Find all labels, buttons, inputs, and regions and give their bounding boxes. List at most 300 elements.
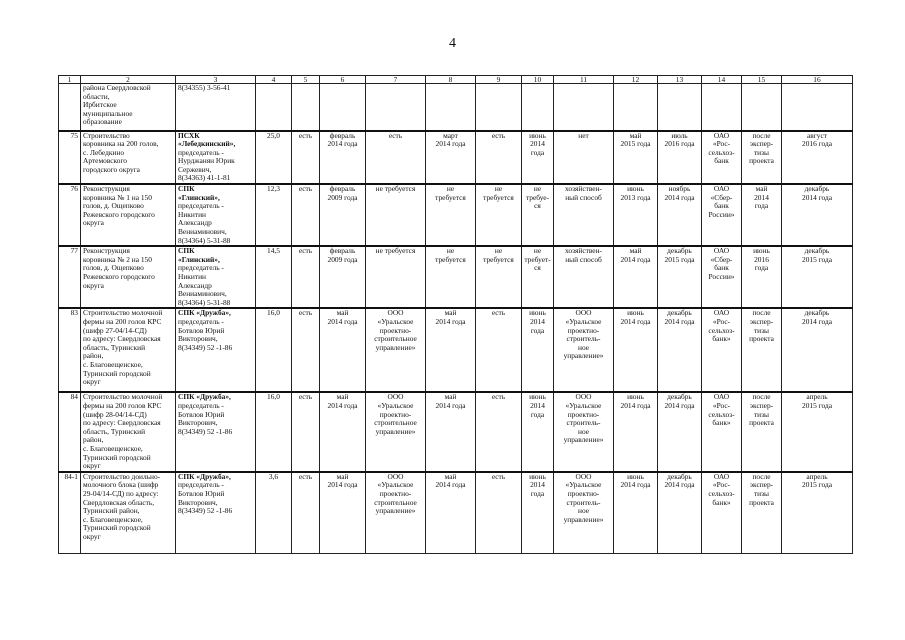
row-number-cell bbox=[59, 184, 81, 246]
cell-text: ОАО bbox=[713, 471, 730, 481]
cell-text: 2014 года bbox=[327, 480, 358, 490]
cell-text: 8(34364) 5-31-88 bbox=[178, 297, 231, 307]
table-cell bbox=[476, 472, 522, 554]
cell-text: коровника на 200 голов, bbox=[83, 139, 159, 149]
cell-text: ный способ bbox=[565, 254, 602, 264]
cell-text: декабрь bbox=[667, 392, 692, 402]
cell-text: Нурджанян Юрик bbox=[178, 156, 235, 166]
table-cell bbox=[320, 308, 366, 392]
column-number-cell: 8 bbox=[426, 76, 476, 84]
cell-text: Свердловская область, bbox=[83, 497, 155, 507]
table-cell bbox=[614, 131, 658, 185]
table-cell bbox=[366, 308, 426, 392]
cell-text: молочного блока (шифр bbox=[83, 480, 159, 490]
column-number-cell: 2 bbox=[81, 76, 176, 84]
cell-text: не bbox=[533, 184, 542, 194]
cell-text: проекта bbox=[749, 334, 774, 344]
cell-text: проектно- bbox=[567, 409, 600, 419]
cell-text: ПСХК bbox=[178, 130, 200, 140]
cell-text: 2014 года bbox=[327, 316, 358, 326]
cell-text: Туринский городской bbox=[83, 452, 151, 462]
cell-text: тизы bbox=[753, 488, 770, 498]
cell-text: 2014 года bbox=[435, 139, 466, 149]
table-cell bbox=[658, 184, 702, 246]
row-number-cell bbox=[59, 131, 81, 185]
cell-text: Артемовского bbox=[83, 156, 127, 166]
cell-text: проектно- bbox=[379, 488, 412, 498]
table-cell bbox=[292, 131, 320, 185]
cell-text: коровника № 2 на 150 bbox=[83, 254, 152, 264]
cell-text: февраль bbox=[329, 130, 356, 140]
cell-text: требует- bbox=[524, 254, 551, 264]
cell-text: экспер- bbox=[749, 139, 774, 149]
cell-text: «Уральское bbox=[377, 316, 414, 326]
column-number-row bbox=[59, 76, 853, 84]
cell-text: 14,5 bbox=[267, 246, 280, 256]
cell-text: ООО bbox=[387, 471, 404, 481]
table-cell bbox=[256, 84, 292, 131]
object-name-cell bbox=[81, 131, 176, 185]
table-cell bbox=[554, 84, 614, 131]
cell-text: Вениаминович, bbox=[178, 227, 227, 237]
table-cell bbox=[702, 246, 742, 308]
cell-text: июнь bbox=[529, 471, 546, 481]
cell-text: требуется bbox=[435, 254, 466, 264]
cell-text: председатель - bbox=[178, 400, 224, 410]
cell-text: 2014 года bbox=[435, 400, 466, 410]
cell-text: «Уральское bbox=[377, 400, 414, 410]
cell-text: сельхоз- bbox=[708, 147, 735, 157]
cell-text: «Глинский», bbox=[178, 254, 220, 264]
cell-text: декабрь bbox=[804, 308, 830, 318]
cell-text: года bbox=[530, 488, 545, 498]
object-name-cell bbox=[81, 184, 176, 246]
cell-text: 8(34349) 52 -1-86 bbox=[178, 506, 233, 516]
cell-text: есть bbox=[491, 130, 506, 140]
cell-text: (шифр 28-04/14-СД) bbox=[83, 409, 147, 419]
cell-text: тизы bbox=[753, 325, 770, 335]
table-cell bbox=[366, 184, 426, 246]
cell-text: по адресу: Свердловская bbox=[83, 334, 161, 344]
cell-text: декабрь bbox=[667, 471, 692, 481]
cell-text: СПК «Дружба», bbox=[178, 471, 231, 481]
table-cell bbox=[426, 308, 476, 392]
cell-text: требуется bbox=[483, 192, 514, 202]
column-number-cell: 10 bbox=[522, 76, 554, 84]
cell-text: 2014 bbox=[754, 192, 769, 202]
cell-text: хозяйствен- bbox=[564, 246, 603, 256]
cell-text: района Свердловской bbox=[83, 83, 151, 92]
cell-text: июнь bbox=[627, 471, 644, 481]
cell-text: не bbox=[494, 184, 503, 194]
cell-text: не требуется bbox=[375, 184, 416, 194]
table-cell bbox=[522, 184, 554, 246]
cell-text: Викторович, bbox=[178, 418, 218, 428]
column-number-cell: 9 bbox=[476, 76, 522, 84]
cell-text: проектно- bbox=[379, 325, 412, 335]
cell-text: 2014 года bbox=[327, 139, 358, 149]
table-cell bbox=[292, 308, 320, 392]
cell-text: муниципальное bbox=[83, 108, 133, 118]
cell-text: июнь bbox=[753, 246, 770, 256]
cell-text: Ботвлов Юрий bbox=[178, 488, 225, 498]
cell-text: район, bbox=[83, 351, 104, 361]
cell-text: 2015 года bbox=[620, 139, 651, 149]
cell-text: округа bbox=[83, 280, 104, 290]
table-cell bbox=[658, 246, 702, 308]
cell-text: ОАО bbox=[713, 246, 730, 256]
cell-text: сельхоз- bbox=[708, 488, 735, 498]
cell-text: коровника № 1 на 150 bbox=[83, 192, 152, 202]
cell-text: «Рос- bbox=[712, 139, 731, 149]
cell-text: май bbox=[444, 392, 457, 402]
table-cell bbox=[426, 131, 476, 185]
cell-text: 29-04/14-СД) по адресу: bbox=[83, 488, 159, 498]
table-cell bbox=[702, 184, 742, 246]
cell-text: «Лебедкинский», bbox=[178, 139, 236, 149]
table-row bbox=[59, 246, 853, 308]
column-number-cell: 4 bbox=[256, 76, 292, 84]
table-row bbox=[59, 472, 853, 554]
cell-text: апрель bbox=[806, 392, 828, 402]
cell-text: 2015 года bbox=[802, 400, 832, 410]
cell-text: Строительство молочной bbox=[83, 392, 163, 402]
cell-text: с. Лебедкино bbox=[83, 147, 125, 157]
table-cell bbox=[614, 308, 658, 392]
column-number-cell: 6 bbox=[320, 76, 366, 84]
table-cell bbox=[702, 308, 742, 392]
column-number-cell: 11 bbox=[554, 76, 614, 84]
table-cell bbox=[256, 308, 292, 392]
cell-text: 2014 года bbox=[802, 316, 832, 326]
cell-text: (шифр 27-04/14-СД) bbox=[83, 325, 147, 335]
cell-text: не bbox=[494, 246, 503, 256]
cell-text: банк bbox=[714, 263, 729, 273]
cell-text: район, bbox=[83, 435, 104, 445]
object-name-cell bbox=[81, 308, 176, 392]
cell-text: проекта bbox=[749, 497, 774, 507]
cell-text: требуется bbox=[483, 254, 514, 264]
cell-text: России» bbox=[708, 272, 735, 281]
table-cell bbox=[292, 246, 320, 308]
object-name-cell bbox=[81, 246, 176, 308]
cell-text: 2014 года bbox=[620, 480, 651, 490]
table-cell bbox=[742, 392, 782, 471]
cell-text: года bbox=[530, 147, 545, 157]
cell-text: 2014 bbox=[530, 400, 545, 410]
table-cell bbox=[320, 131, 366, 185]
cell-text: 2014 года bbox=[664, 400, 695, 410]
cell-text: СПК bbox=[178, 246, 195, 256]
cell-text: не bbox=[446, 246, 455, 256]
cell-text: Режевского городского bbox=[83, 209, 155, 219]
table-cell bbox=[554, 184, 614, 246]
cell-text: Строительство доильно- bbox=[83, 471, 161, 481]
table-cell bbox=[292, 184, 320, 246]
cell-text: России» bbox=[708, 209, 735, 219]
cell-text: управление» bbox=[563, 514, 604, 524]
cell-text: ОАО bbox=[713, 392, 730, 402]
cell-text: апрель bbox=[806, 471, 828, 481]
cell-text: управление» bbox=[375, 342, 416, 352]
cell-text: ООО bbox=[575, 392, 592, 402]
cell-text: «Рос- bbox=[712, 480, 731, 490]
cell-text: председатель - bbox=[178, 147, 224, 157]
cell-text: 2014 года bbox=[664, 480, 695, 490]
cell-text: округа bbox=[83, 218, 104, 228]
table-cell bbox=[320, 246, 366, 308]
column-number-cell: 7 bbox=[366, 76, 426, 84]
cell-text: 2013 года bbox=[620, 192, 651, 202]
cell-text: 16,0 bbox=[267, 308, 280, 318]
cell-text: городского округа bbox=[83, 164, 140, 174]
cell-text: Реконструкция bbox=[83, 184, 130, 194]
cell-text: управление» bbox=[375, 426, 416, 436]
table-cell bbox=[426, 84, 476, 131]
table-cell bbox=[522, 131, 554, 185]
cell-text: ся bbox=[534, 263, 541, 273]
cell-text: есть bbox=[298, 130, 313, 140]
cell-text: не bbox=[533, 246, 542, 256]
cell-text: есть bbox=[491, 308, 506, 318]
cell-text: 8(34349) 52 -1-86 bbox=[178, 426, 233, 436]
cell-text: после bbox=[752, 392, 771, 402]
row-number-cell bbox=[59, 392, 81, 471]
table-row bbox=[59, 308, 853, 392]
table-cell bbox=[366, 246, 426, 308]
table-cell bbox=[476, 84, 522, 131]
cell-text: председатель - bbox=[178, 263, 224, 273]
table-cell bbox=[366, 472, 426, 554]
table-cell bbox=[476, 392, 522, 471]
table-cell bbox=[292, 392, 320, 471]
table-cell bbox=[320, 392, 366, 471]
table-row bbox=[59, 392, 853, 471]
cell-text: 2009 года bbox=[327, 254, 358, 264]
cell-text: строитель- bbox=[566, 497, 601, 507]
cell-text: ОАО bbox=[713, 130, 730, 140]
cell-text: Туринский городской bbox=[83, 523, 151, 533]
cell-text: тизы bbox=[753, 409, 770, 419]
column-number-cell: 16 bbox=[782, 76, 853, 84]
table-cell bbox=[476, 184, 522, 246]
table-cell bbox=[658, 472, 702, 554]
row-number-cell bbox=[59, 84, 81, 131]
table-cell bbox=[366, 131, 426, 185]
table-cell bbox=[782, 472, 853, 554]
cell-text: «Рос- bbox=[712, 316, 731, 326]
table-cell bbox=[742, 184, 782, 246]
cell-text: голов, д. Ощепково bbox=[83, 263, 144, 273]
cell-text: «Уральское bbox=[565, 400, 602, 410]
cell-text: 84-1 bbox=[64, 471, 78, 481]
table-cell bbox=[426, 392, 476, 471]
cell-text: 8(34363) 41-1-81 bbox=[178, 173, 231, 183]
cell-text: проектно- bbox=[379, 409, 412, 419]
cell-text: «Уральское bbox=[565, 480, 602, 490]
cell-text: Вениаминович, bbox=[178, 289, 227, 299]
cell-text: май bbox=[755, 184, 768, 194]
cell-text: 75 bbox=[70, 130, 78, 140]
cell-text: есть bbox=[388, 130, 403, 140]
cell-text: банк» bbox=[712, 334, 731, 344]
table-cell bbox=[476, 131, 522, 185]
table-cell bbox=[366, 392, 426, 471]
cell-text: строительное bbox=[374, 418, 417, 428]
table-cell bbox=[554, 246, 614, 308]
object-name-cell bbox=[81, 392, 176, 471]
cell-text: 2016 года bbox=[802, 139, 832, 149]
cell-text: июнь bbox=[627, 308, 644, 318]
cell-text: 2014 года bbox=[620, 400, 651, 410]
cell-text: ся bbox=[534, 201, 541, 211]
cell-text: фермы на 200 голов КРС bbox=[83, 316, 162, 326]
cell-text: строительное bbox=[374, 334, 417, 344]
cell-text: ное bbox=[577, 506, 590, 516]
column-number-cell: 13 bbox=[658, 76, 702, 84]
cell-text: 16,0 bbox=[267, 392, 280, 402]
table-cell bbox=[742, 84, 782, 131]
cell-text: область, Туринский bbox=[83, 426, 146, 436]
table-cell bbox=[426, 472, 476, 554]
cell-text: банк bbox=[714, 156, 729, 166]
cell-text: июнь bbox=[627, 392, 644, 402]
table-cell bbox=[782, 84, 853, 131]
cell-text: Реконструкция bbox=[83, 246, 130, 256]
cell-text: «Сбер- bbox=[710, 254, 733, 264]
cell-text: тизы bbox=[753, 147, 770, 157]
table-cell bbox=[658, 392, 702, 471]
cell-text: банк» bbox=[712, 418, 731, 428]
table-cell bbox=[782, 392, 853, 471]
cell-text: 83 bbox=[70, 308, 78, 318]
cell-text: Ботвлов Юрий bbox=[178, 409, 225, 419]
cell-text: управление» bbox=[563, 435, 604, 445]
table-cell bbox=[782, 308, 853, 392]
table-cell bbox=[614, 392, 658, 471]
cell-text: округ bbox=[83, 531, 101, 541]
cell-text: проектно- bbox=[567, 325, 600, 335]
page-number: 4 bbox=[449, 36, 456, 51]
cell-text: ное bbox=[577, 426, 590, 436]
cell-text: после bbox=[752, 308, 771, 318]
cell-text: проекта bbox=[749, 156, 774, 166]
cell-text: с. Благовещенское, bbox=[83, 359, 143, 369]
cell-text: май bbox=[336, 308, 349, 318]
table-cell bbox=[522, 246, 554, 308]
column-number-cell: 5 bbox=[292, 76, 320, 84]
cell-text: 2014 года bbox=[802, 192, 832, 202]
table-cell bbox=[554, 308, 614, 392]
cell-text: август bbox=[806, 130, 827, 140]
cell-text: июнь bbox=[529, 308, 546, 318]
cell-text: Сержевич, bbox=[178, 164, 212, 174]
table-cell bbox=[614, 246, 658, 308]
column-number-cell: 14 bbox=[702, 76, 742, 84]
table-cell bbox=[742, 472, 782, 554]
cell-text: май bbox=[629, 130, 642, 140]
column-number-cell: 12 bbox=[614, 76, 658, 84]
cell-text: требуе- bbox=[525, 192, 550, 202]
cell-text: Строительство bbox=[83, 130, 130, 140]
cell-text: 8(34349) 52 -1-86 bbox=[178, 342, 233, 352]
cell-text: Режевского городского bbox=[83, 272, 155, 281]
cell-text: есть bbox=[298, 471, 313, 481]
cell-text: СПК «Дружба», bbox=[178, 308, 231, 318]
cell-text: строитель- bbox=[566, 418, 601, 428]
cell-text: есть bbox=[298, 246, 313, 256]
table-cell bbox=[782, 131, 853, 185]
table-cell bbox=[320, 184, 366, 246]
table-cell bbox=[742, 131, 782, 185]
cell-text: 12,3 bbox=[267, 184, 280, 194]
cell-text: июль bbox=[671, 130, 688, 140]
cell-text: 2014 bbox=[530, 316, 545, 326]
cell-text: ООО bbox=[387, 308, 404, 318]
cell-text: ОАО bbox=[713, 184, 730, 194]
cell-text: экспер- bbox=[749, 316, 774, 326]
cell-text: 2014 года bbox=[327, 400, 358, 410]
table-cell bbox=[658, 308, 702, 392]
row-number-cell bbox=[59, 308, 81, 392]
cell-text: «Глинский», bbox=[178, 192, 220, 202]
cell-text: область, Туринский bbox=[83, 342, 146, 352]
cell-text: 77 bbox=[70, 246, 78, 256]
cell-text: образование bbox=[83, 117, 122, 127]
cell-text: 2015 года bbox=[802, 480, 832, 490]
table-cell bbox=[320, 472, 366, 554]
cell-text: Туринский район, bbox=[83, 506, 140, 516]
cell-text: 25,0 bbox=[267, 130, 280, 140]
row-number-cell bbox=[59, 472, 81, 554]
cell-text: 3,6 bbox=[268, 471, 279, 481]
cell-text: «Уральское bbox=[565, 316, 602, 326]
cell-text: Викторович, bbox=[178, 334, 218, 344]
cell-text: 2016 года bbox=[664, 139, 695, 149]
cell-text: фермы на 200 голов КРС bbox=[83, 400, 162, 410]
cell-text: области, bbox=[83, 91, 110, 101]
cell-text: управление» bbox=[375, 506, 416, 516]
cell-text: «Сбер- bbox=[710, 192, 733, 202]
cell-text: есть bbox=[298, 308, 313, 318]
cell-text: май bbox=[629, 246, 642, 256]
cell-text: по адресу: Свердловская bbox=[83, 418, 161, 428]
table-cell bbox=[702, 84, 742, 131]
organization-cell bbox=[176, 84, 256, 131]
cell-text: председатель - bbox=[178, 316, 224, 326]
cell-text: ное bbox=[577, 342, 590, 352]
cell-text: банк bbox=[714, 201, 729, 211]
cell-text: сельхоз- bbox=[708, 325, 735, 335]
table-cell bbox=[522, 472, 554, 554]
cell-text: хозяйствен- bbox=[564, 184, 603, 194]
table-cell bbox=[292, 472, 320, 554]
cell-text: 2016 bbox=[754, 254, 769, 264]
table-cell bbox=[554, 472, 614, 554]
table-cell bbox=[614, 184, 658, 246]
table-cell bbox=[320, 84, 366, 131]
cell-text: экспер- bbox=[749, 480, 774, 490]
table-cell bbox=[256, 246, 292, 308]
organization-cell bbox=[176, 392, 256, 471]
cell-text: Александр bbox=[178, 218, 212, 228]
cell-text: сельхоз- bbox=[708, 409, 735, 419]
table-cell bbox=[742, 246, 782, 308]
cell-text: июнь bbox=[627, 184, 644, 194]
cell-text: СПК «Дружба», bbox=[178, 392, 231, 402]
cell-text: ОАО bbox=[713, 308, 730, 318]
cell-text: Туринский городской bbox=[83, 368, 151, 378]
